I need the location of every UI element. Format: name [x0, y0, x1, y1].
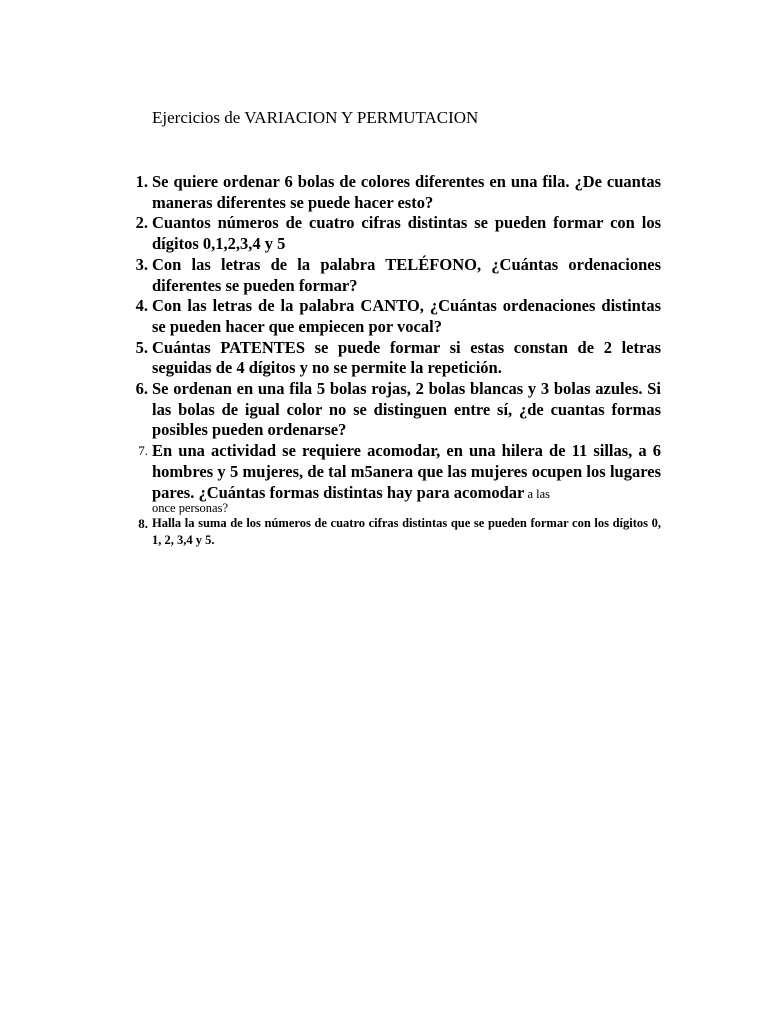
exercise-number: 8.	[138, 516, 148, 532]
exercise-item	[135, 254, 661, 296]
exercise-text: Con las letras de la palabra TELÉFONO, ¿Cuántas ordenaciones diferentes se pueden formar?	[152, 254, 661, 295]
exercise-item	[135, 213, 661, 254]
exercise-number: 2.	[135, 213, 148, 233]
exercise-item	[138, 515, 661, 549]
exercise-number: 3.	[135, 254, 148, 274]
exercise-number: 7.	[138, 443, 148, 459]
exercise-number: 5.	[135, 337, 148, 357]
exercise-item	[135, 172, 661, 213]
exercise-text-small: a las	[524, 486, 551, 501]
exercise-item	[135, 379, 661, 441]
exercise-text: Se quiere ordenar 6 bolas de colores diferentes en una fila. ¿De cuantas maneras diferentes se puede hacer esto?	[152, 172, 661, 212]
exercise-number: 6.	[135, 379, 148, 399]
exercise-list	[135, 172, 661, 549]
document-title: Ejercicios de VARIACION Y PERMUTACION	[152, 108, 479, 127]
exercise-text: Cuantos números de cuatro cifras distintas se pueden formar con los dígitos 0,1,2,3,4 y 5	[152, 213, 661, 254]
exercise-text: Se ordenan en una fila 5 bolas rojas, 2 bolas blancas y 3 bolas azules. Si las bolas de igual color no se distinguen entre sí, ¿de cuantas formas posibles pueden ordenarse?	[152, 379, 661, 440]
exercise-text: Con las letras de la palabra CANTO, ¿Cuántas ordenaciones distintas se pueden hacer que empiecen por vocal?	[152, 296, 661, 336]
exercise-text: En una actividad se requiere acomodar, en una hilera de 11 sillas, a 6 hombres y 5 mujeres, de tal m5anera que las mujeres ocupen los lugares pares. ¿Cuántas formas distintas hay para acomodar	[152, 441, 661, 502]
exercise-text: Cuántas PATENTES se puede formar si estas constan de 2 letras seguidas de 4 dígitos y no se permite la repetición.	[152, 337, 661, 378]
exercise-text: Halla la suma de los números de cuatro cifras distintas que se pueden formar con los dígitos 0, 1, 2, 3,4 y 5.	[152, 516, 661, 548]
exercise-item	[138, 441, 661, 516]
exercise-number: 1.	[135, 172, 148, 191]
exercise-item	[135, 337, 661, 379]
exercise-number: 4.	[135, 296, 148, 316]
exercise-text-tail: once personas?	[152, 501, 229, 516]
exercise-item	[135, 296, 661, 337]
